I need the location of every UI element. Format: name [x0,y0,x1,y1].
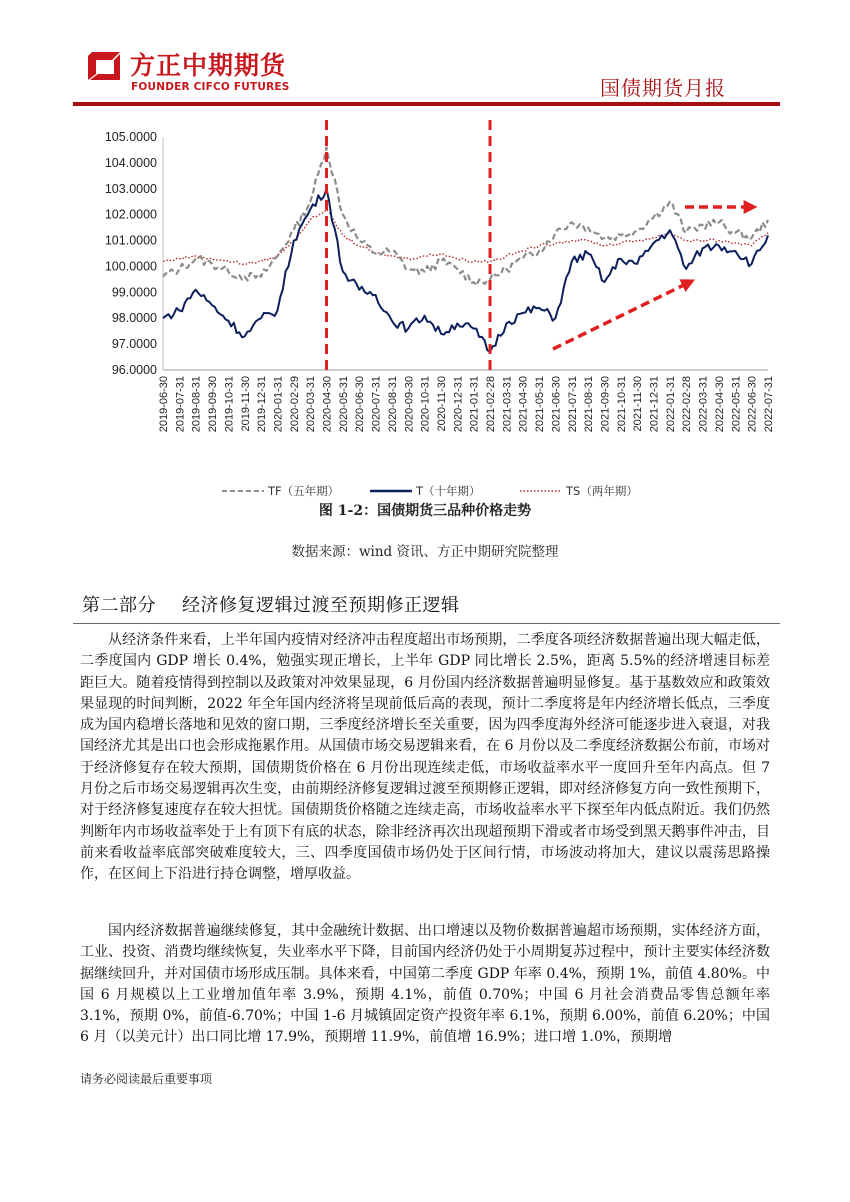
y-tick-label: 102.0000 [104,207,157,222]
x-tick-label: 2019-12-31 [256,376,269,433]
price-trend-chart [0,110,850,490]
x-tick-label: 2021-07-31 [566,376,579,433]
x-tick-label: 2019-08-31 [190,376,203,433]
y-tick-label: 103.0000 [104,181,157,196]
figure-caption: 图 1-2：国债期货三品种价格走势 [318,503,532,519]
x-tick-label: 2021-12-31 [648,376,661,433]
y-tick-label: 101.0000 [104,233,157,248]
section-divider [73,623,780,624]
x-tick-label: 2019-06-30 [158,376,170,433]
x-tick-label: 2021-10-31 [615,376,628,433]
x-tick-label: 2019-11-30 [239,376,252,432]
x-tick-label: 2020-10-31 [419,376,432,433]
x-tick-label: 2022-02-28 [681,376,694,433]
x-tick-label: 2021-08-31 [583,376,596,433]
x-tick-label: 2022-03-31 [697,376,710,433]
x-tick-label: 2022-04-30 [713,376,726,433]
logo-chinese-name: 方正中期期货 [130,51,287,80]
series-line-dotted [163,210,768,265]
dashed-line-icon [222,488,264,494]
x-tick-label: 2020-02-29 [288,376,301,433]
y-tick-label: 98.0000 [111,311,157,326]
x-tick-label: 2022-05-31 [730,376,743,433]
solid-line-icon [370,488,412,494]
x-tick-label: 2022-01-31 [664,376,677,433]
x-tick-label: 2020-03-31 [305,376,318,433]
legend-item-t [370,483,481,499]
y-tick-label: 99.0000 [111,285,157,300]
section-heading [82,591,460,617]
report-title: 国债期货月报 [600,76,726,100]
body-paragraph-1: 从经济条件来看，上半年国内疫情对经济冲击程度超出市场预期，二季度各项经济数据普遍出现大幅走低，二季度国内 GDP 增长 0.4%，勉强实现正增长，上半年 GDP 同比增长 2.5%，距离 5.5%的经济增速目标差距巨大。随着疫情得到控制以及政策对冲效果显现，6 月份国内经济数据普遍明显修复。基于基数效应和政策效果显现的时间判断，2022 年全年国内经济将呈现前低后高的表现，预计二季度将是年内经济增长低点，三季度成为国内稳增长落地和见效的窗口期，三季度经济增长至关重要，因为四季度海外经济可能逐步进入衰退，对我国经济尤其是出口也会形成拖累作用。从国债市场交易逻辑来看，在 6 月份以及二季度经济数据公布前，市场对于经济修复存在较大预期，国债期货价格在 6 月份出现连续走低，市场收益率水平一度回升至年内高点。但 7 月份之后市场交易逻辑再次生变，由前期经济修复逻辑过渡至预期修正逻辑，即对经济修复方向一致性预期下，对于经济修复速度存在较大担忧。国债期货价格随之连续走高，市场收益率水平下探至年内低点附近。我们仍然判断年内市场收益率处于上有顶下有底的状态，除非经济再次出现超预期下滑或者市场受到黑天鹅事件冲击，目前来看收益率底部突破难度较大，三、四季度国债市场仍处于区间行情，市场波动将加大，建议以震荡思路操作，在区间上下沿进行持仓调整，增厚收益。 [80,632,770,883]
y-tick-label: 97.0000 [111,337,157,352]
legend-label-t: T（十年期） [416,484,481,498]
legend-item-tf [222,483,339,499]
legend-item-ts [520,483,638,499]
header-divider [73,102,780,106]
line-chart [0,110,850,490]
legend-label-ts: TS（两年期） [566,484,638,498]
x-tick-label: 2020-09-30 [403,376,416,433]
x-tick-label: 2019-07-31 [174,376,187,433]
x-tick-label: 2022-07-31 [763,376,775,433]
x-tick-label: 2020-08-31 [386,376,399,433]
y-tick-label: 100.0000 [104,259,157,274]
y-tick-label: 104.0000 [104,155,157,170]
x-tick-label: 2019-10-31 [223,376,236,433]
x-tick-label: 2021-04-30 [517,376,530,433]
x-tick-label: 2020-11-30 [435,376,448,432]
disclaimer-note: 请务必阅读最后重要事项 [80,1072,213,1086]
x-tick-label: 2021-02-28 [485,376,498,433]
x-tick-label: 2020-07-31 [370,376,383,433]
section-title: 经济修复逻辑过渡至预期修正逻辑 [182,595,460,616]
x-tick-label: 2021-05-31 [534,376,547,433]
x-tick-label: 2021-11-30 [632,376,645,432]
logo-english-name: FOUNDER CIFCO FUTURES [131,81,290,93]
section-number: 第二部分 [82,595,156,616]
founder-logo-icon [82,50,122,82]
legend-label-tf: TF（五年期） [268,484,340,498]
x-tick-label: 2019-09-30 [207,376,220,433]
dotted-line-icon [520,488,562,494]
x-tick-label: 2021-01-31 [468,375,481,433]
figure-source: 数据来源：wind 资讯、方正中期研究院整理 [291,544,559,560]
series-line-dashed [163,147,768,285]
x-tick-label: 2022-06-30 [746,376,759,433]
x-tick-label: 2020-01-31 [272,376,285,433]
x-tick-label: 2020-05-31 [337,376,350,433]
x-tick-label: 2020-12-31 [452,376,465,433]
page-header [0,0,850,110]
y-tick-label: 105.0000 [104,130,157,144]
uptrend-arrow-icon [553,282,690,349]
x-tick-label: 2020-06-30 [354,376,367,433]
body-paragraph-2: 国内经济数据普遍继续修复，其中金融统计数据、出口增速以及物价数据普遍超市场预期，实体经济方面，工业、投资、消费均继续恢复，失业率水平下降，目前国内经济仍处于小周期复苏过程中，预计主要实体经济数据继续回升，并对国债市场形成压制。具体来看，中国第二季度 GDP 年率 0.4%，预期 1%，前值 4.80%。中国 6 月规模以上工业增加值年率 3.9%，预期 4.1%，前值 0.70%；中国 6 月社会消费品零售总额年率 3.1%，预期 0%，前值-6.70%；中国 1-6 月城镇固定资产投资年率 6.1%，预期 6.00%，前值 6.20%；中国 6 月（以美元计）出口同比增 17.9%，预期增 11.9%，前值增 16.9%；进口增 1.0%，预期增 [80,923,770,1046]
x-tick-label: 2021-03-31 [501,376,514,433]
x-tick-label: 2021-09-30 [599,376,612,433]
x-tick-label: 2020-04-30 [321,376,334,433]
y-tick-label: 96.0000 [111,363,157,377]
x-tick-label: 2021-06-30 [550,376,563,433]
